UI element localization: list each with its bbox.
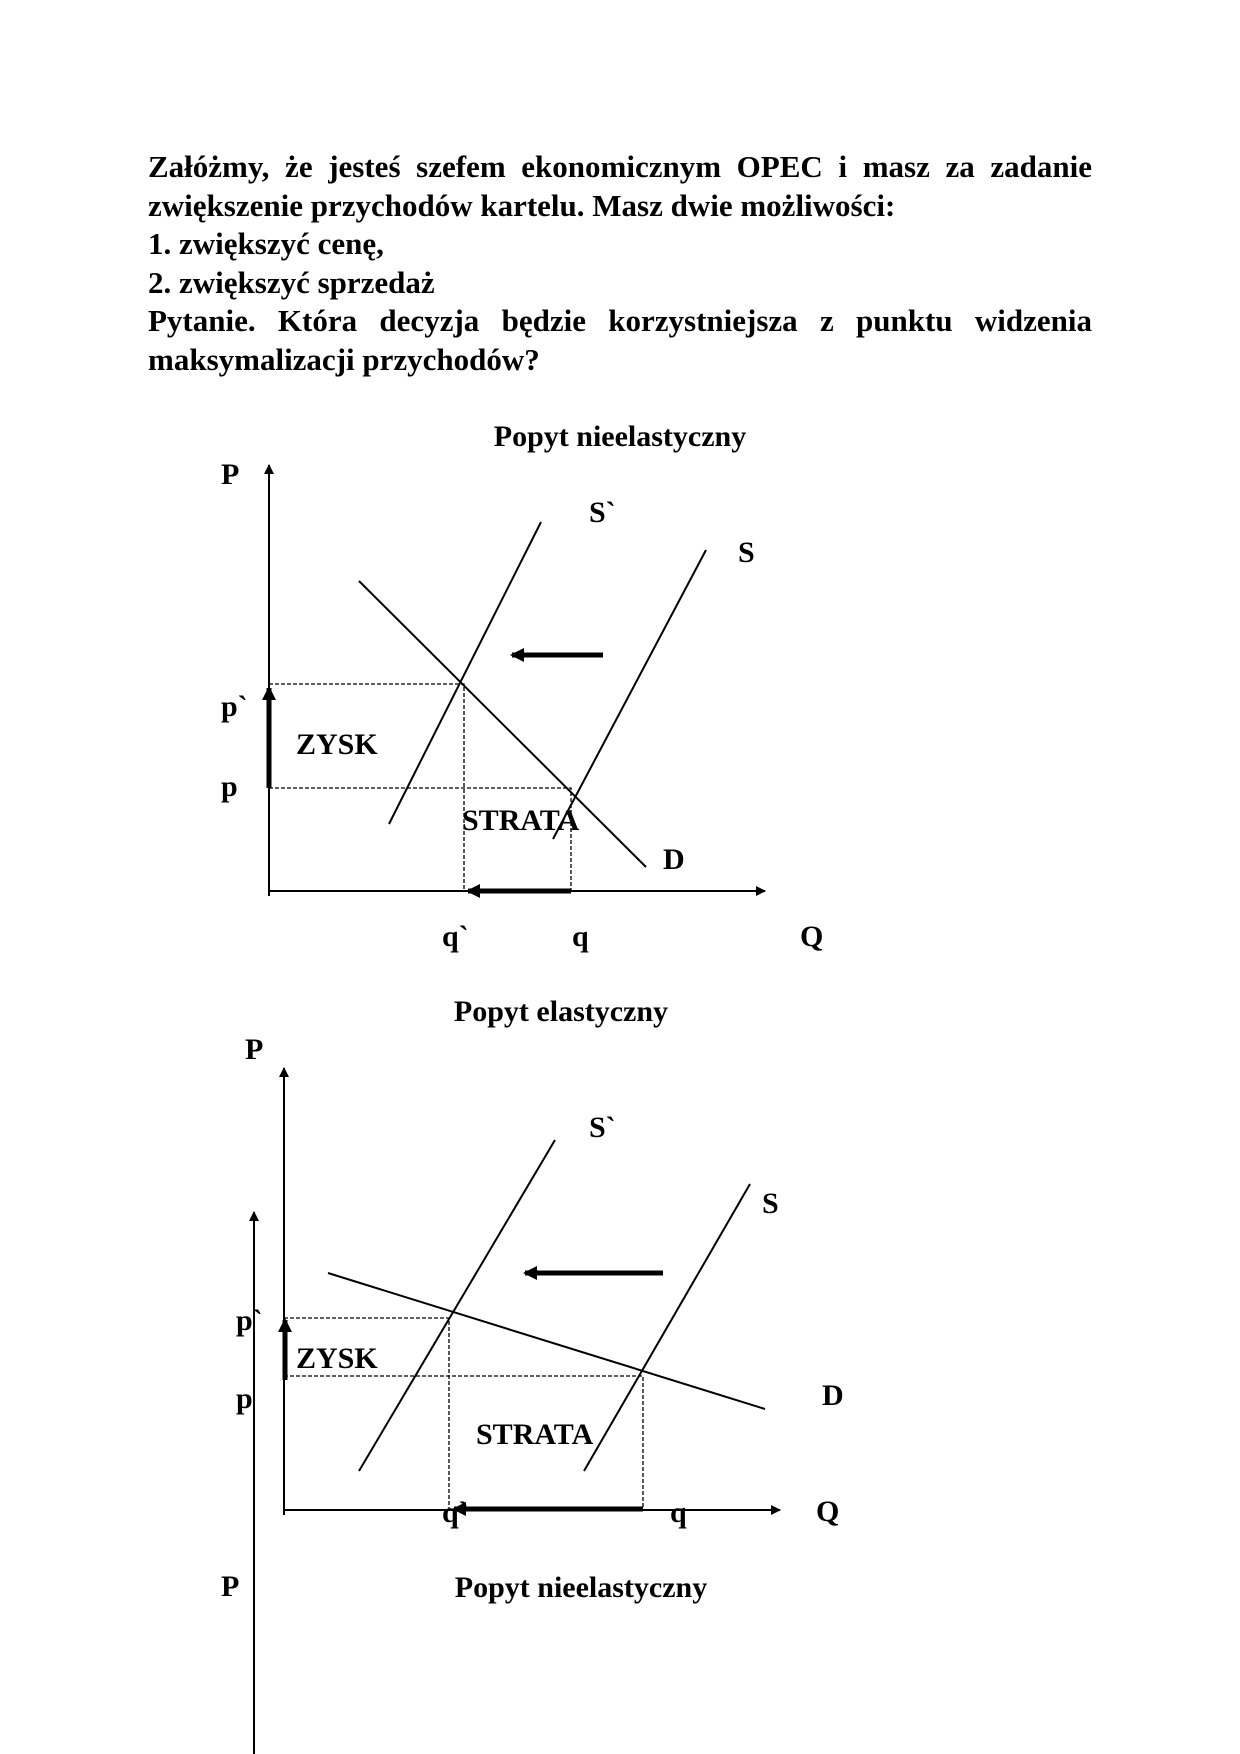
diagram2-axis-q-label: Q [816,1495,840,1528]
diagram2-demand-curve [328,1273,765,1409]
intro-line-1: Załóżmy, że jesteś szefem ekonomicznym OPEC i masz za zadanie [148,149,1092,184]
diagram1-quantity-new-label: q` [442,920,469,953]
diagram2-supply-curve [584,1184,750,1471]
diagram1-quantity-old-label: q [572,920,589,953]
diagram2-loss-label: STRATA [476,1418,594,1451]
diagram1-axis-q-label: Q [800,920,824,953]
diagram1-axis-p-label: P [221,458,240,491]
diagram1-price-new-label: p` [221,690,248,723]
diagram2-quantity-old-label: q [670,1496,687,1529]
diagram1-supply-label: S [738,536,755,569]
intro-line-2: zwiększenie przychodów kartelu. Masz dwie możliwości: [148,187,896,223]
diagram2-title: Popyt elastyczny [453,995,669,1028]
diagram3-title: Popyt nieelastyczny [454,1571,708,1604]
option-1: 1. zwiększyć cenę, [148,226,384,261]
diagram2-price-new-label: p` [236,1304,263,1337]
diagram1-gain-label: ZYSK [296,728,378,761]
diagram1-demand-label: D [663,843,685,876]
diagram2-price-old-label: p [236,1382,253,1415]
diagram2-supply-shifted-label: S` [589,1111,616,1144]
diagram1-loss-label: STRATA [462,804,580,837]
diagram2-supply-label: S [762,1187,779,1220]
question-line-2: maksymalizacji przychodów? [148,341,540,377]
diagram-elastic [236,995,844,1529]
diagram2-axis-p-label: P [245,1033,264,1066]
diagram1-supply-curve [553,550,706,839]
diagram2-gain-label: ZYSK [296,1342,378,1375]
option-2: 2. zwiększyć sprzedaż [148,264,435,300]
diagram1-price-old-label: p [221,770,238,803]
diagram1-title: Popyt nieelastyczny [493,420,747,453]
diagram1-supply-shifted-label: S` [589,496,616,529]
diagram-inelastic [221,420,823,953]
question-line-1: Pytanie. Która decyzja będzie korzystniejsza z punktu widzenia [148,303,1092,338]
diagram2-quantity-new-label: q` [442,1496,469,1529]
diagram1-supply-shifted-curve [389,522,541,824]
diagram2-demand-label: D [822,1379,844,1412]
diagram3-axis-p-label: P [221,1570,240,1603]
